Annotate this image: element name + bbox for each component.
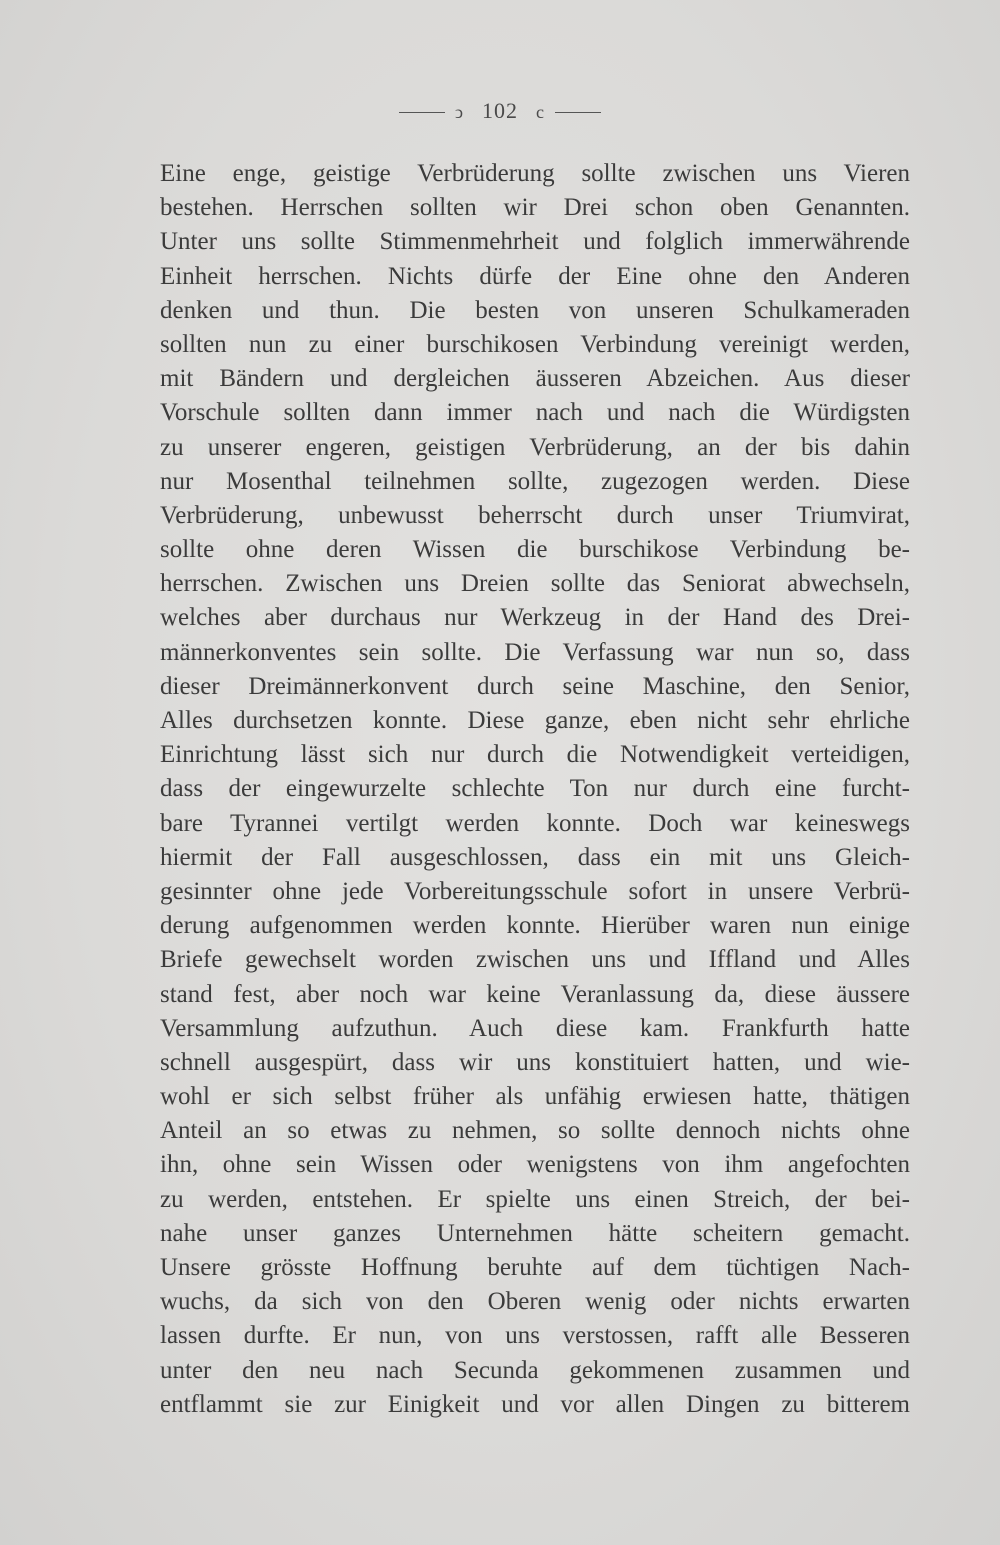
text-line: Vorschule sollten dann immer nach und nach die Würdigsten: [160, 399, 910, 427]
text-line: Briefe gewechselt worden zwischen uns und Iffland und Alles: [160, 946, 910, 974]
text-line: herrschen. Zwischen uns Dreien sollte das Seniorat abwechseln,: [160, 570, 910, 598]
text-line: hiermit der Fall ausgeschlossen, dass ein mit uns Gleich-: [160, 843, 910, 871]
page-header: [0, 98, 1000, 124]
text-line: nur Mosenthal teilnehmen sollte, zugezogen werden. Diese: [160, 467, 910, 495]
text-line: Versammlung aufzuthun. Auch diese kam. Frankfurth hatte: [160, 1014, 910, 1042]
text-line: Anteil an so etwas zu nehmen, so sollte dennoch nichts ohne: [160, 1117, 910, 1145]
text-line: lassen durfte. Er nun, von uns verstossen, rafft alle Besseren: [160, 1322, 910, 1350]
text-line: sollten nun zu einer burschikosen Verbindung vereinigt werden,: [160, 330, 910, 358]
text-line: entflammt sie zur Einigkeit und vor allen Dingen zu bitterem: [160, 1390, 910, 1418]
text-line: männerkonventes sein sollte. Die Verfassung war nun so, dass: [160, 638, 910, 666]
header-ornament-left: ↄ: [455, 102, 464, 122]
text-line: derung aufgenommen werden konnte. Hierüber waren nun einige: [160, 912, 910, 940]
text-line: mit Bändern und dergleichen äusseren Abzeichen. Aus dieser: [160, 365, 910, 393]
text-line: ihn, ohne sein Wissen oder wenigstens von ihm angefochten: [160, 1151, 910, 1179]
text-line: unter den neu nach Secunda gekommenen zusammen und: [160, 1356, 910, 1384]
text-line: stand fest, aber noch war keine Veranlassung da, diese äussere: [160, 980, 910, 1008]
header-rule-left: [399, 112, 445, 113]
text-line: dieser Dreimännerkonvent durch seine Maschine, den Senior,: [160, 672, 910, 700]
text-line: wuchs, da sich von den Oberen wenig oder nichts erwarten: [160, 1288, 910, 1316]
text-line: welches aber durchaus nur Werkzeug in der Hand des Drei-: [160, 604, 910, 632]
text-line: dass der eingewurzelte schlechte Ton nur durch eine furcht-: [160, 775, 910, 803]
text-line: Alles durchsetzen konnte. Diese ganze, eben nicht sehr ehrliche: [160, 707, 910, 734]
page-number: 102: [482, 98, 518, 123]
text-line: Einheit herrschen. Nichts dürfe der Eine ohne den Anderen: [160, 262, 910, 290]
body-text: [160, 157, 910, 1422]
text-line: Unsere grösste Hoffnung beruhte auf dem tüchtigen Nach-: [160, 1254, 910, 1281]
text-line: gesinnter ohne jede Vorbereitungsschule sofort in unsere Verbrü-: [160, 877, 910, 905]
header-ornament-right: c: [536, 102, 545, 122]
text-line: bestehen. Herrschen sollten wir Drei schon oben Genannten.: [160, 194, 910, 222]
text-line: Unter uns sollte Stimmenmehrheit und folglich immerwährende: [160, 228, 910, 256]
text-line: Eine enge, geistige Verbrüderung sollte zwischen uns Vieren: [160, 160, 910, 187]
text-line: Einrichtung lässt sich nur durch die Notwendigkeit verteidigen,: [160, 741, 910, 769]
text-line: bare Tyrannei vertilgt werden konnte. Doch war keineswegs: [160, 809, 910, 837]
text-line: Verbrüderung, unbewusst beherrscht durch unser Triumvirat,: [160, 501, 910, 529]
text-line: sollte ohne deren Wissen die burschikose Verbindung be-: [160, 536, 910, 564]
text-line: wohl er sich selbst früher als unfähig erwiesen hatte, thätigen: [160, 1083, 910, 1111]
text-line: denken und thun. Die besten von unseren Schulkameraden: [160, 296, 910, 324]
text-line: nahe unser ganzes Unternehmen hätte scheitern gemacht.: [160, 1219, 910, 1247]
text-line: zu werden, entstehen. Er spielte uns einen Streich, der bei-: [160, 1185, 910, 1213]
text-line: schnell ausgespürt, dass wir uns konstituiert hatten, und wie-: [160, 1048, 910, 1076]
header-rule-right: [555, 112, 601, 113]
text-line: zu unserer engeren, geistigen Verbrüderung, an der bis dahin: [160, 433, 910, 461]
